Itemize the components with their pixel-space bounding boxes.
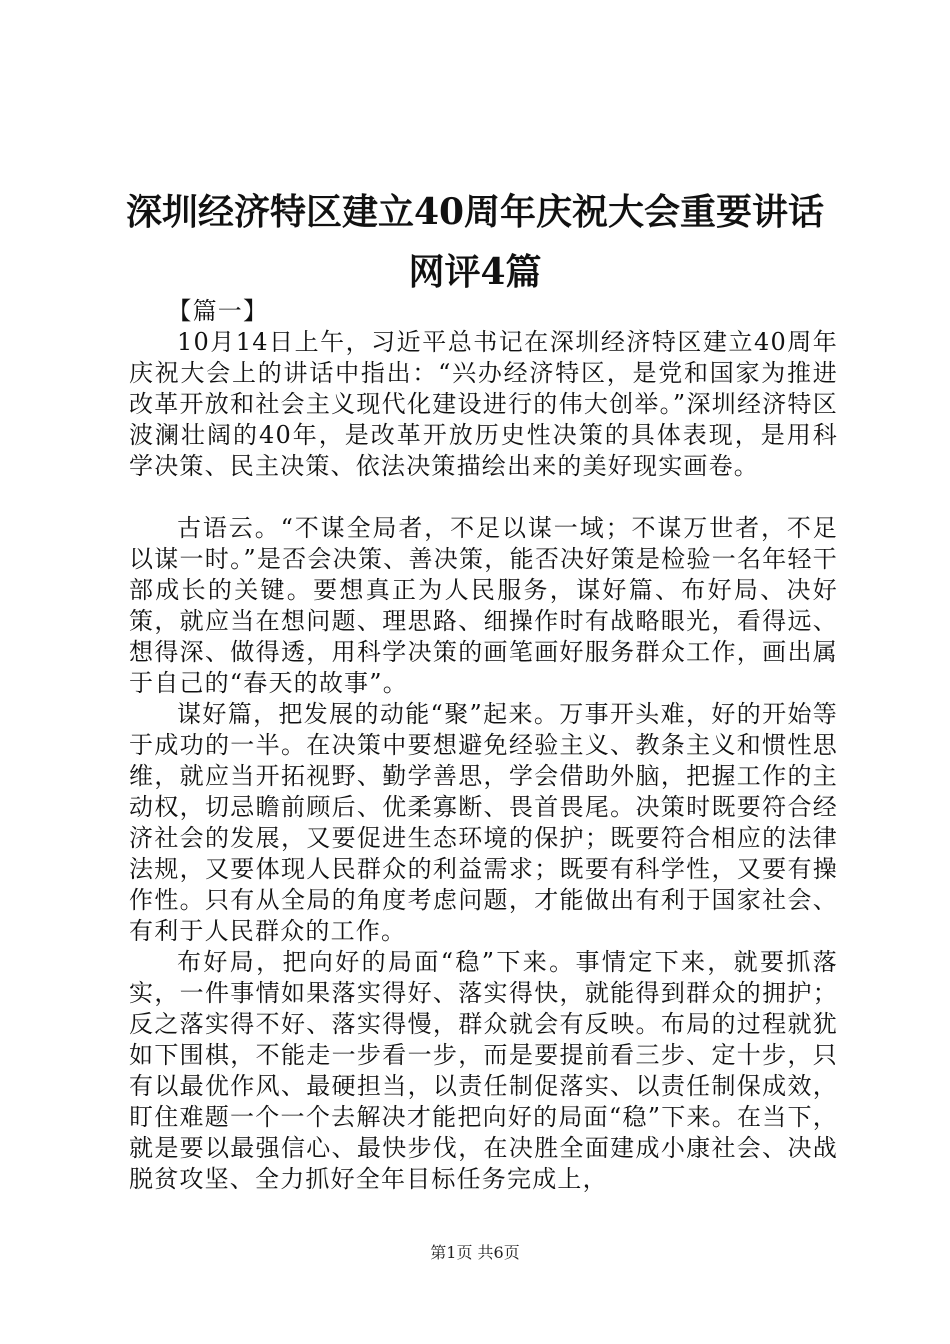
paragraph: 谋好篇，把发展的动能“聚”起来。万事开头难，好的开始等于成功的一半。在决策中要想避免经验主义、教条主义和惯性思维，就应当开拓视野、勤学善思，学会借助外脑，把握工作的主动权，切忌瞻前顾后、优柔寡断、畏首畏尾。决策时既要符合经济社会的发展，又要促进生态环境的保护；既要符合相应的法律法规，又要体现人民群众的利益需求；既要有科学性，又要有操作性。只有从全局的角度考虑问题，才能做出有利于国家社会、有利于人民群众的工作。 — [129, 700, 838, 945]
paragraph: 古语云。“不谋全局者，不足以谋一域；不谋万世者，不足以谋一时。”是否会决策、善决策，能否决好策是检验一名年轻干部成长的关键。要想真正为人民服务，谋好篇、布好局、决好策，就应当在想问题、理思路、细操作时有战略眼光，看得远、想得深、做得透，用科学决策的画笔画好服务群众工作，画出属于自己的“春天的故事”。 — [129, 514, 838, 697]
paragraph: 布好局，把向好的局面“稳”下来。事情定下来，就要抓落实，一件事情如果落实得好、落实得快，就能得到群众的拥护；反之落实得不好、落实得慢，群众就会有反映。布局的过程就犹如下围棋，不能走一步看一步，而是要提前看三步、定十步，只有以最优作风、最硬担当，以责任制促落实、以责任制保成效，盯住难题一个一个去解决才能把向好的局面“稳”下来。在当下，就是要以最强信心、最快步伐，在决胜全面建成小康社会、决战脱贫攻坚、全力抓好全年目标任务完成上， — [129, 948, 838, 1193]
document-title-line-1: 深圳经济特区建立40周年庆祝大会重要讲话 — [125, 191, 825, 233]
page-footer: 第1页 共6页 — [430, 1243, 520, 1262]
paragraph: 10月14日上午，习近平总书记在深圳经济特区建立40周年庆祝大会上的讲话中指出：“兴办经济特区，是党和国家为推进改革开放和社会主义现代化建设进行的伟大创举。”深圳经济特区波澜壮阔的40年，是改革开放历史性决策的具体表现，是用科学决策、民主决策、依法决策描绘出来的美好现实画卷。 — [129, 328, 838, 480]
section-label: 【篇一】 — [167, 297, 269, 325]
document-body — [129, 296, 838, 1195]
document-title-line-2: 网评4篇 — [408, 251, 542, 293]
